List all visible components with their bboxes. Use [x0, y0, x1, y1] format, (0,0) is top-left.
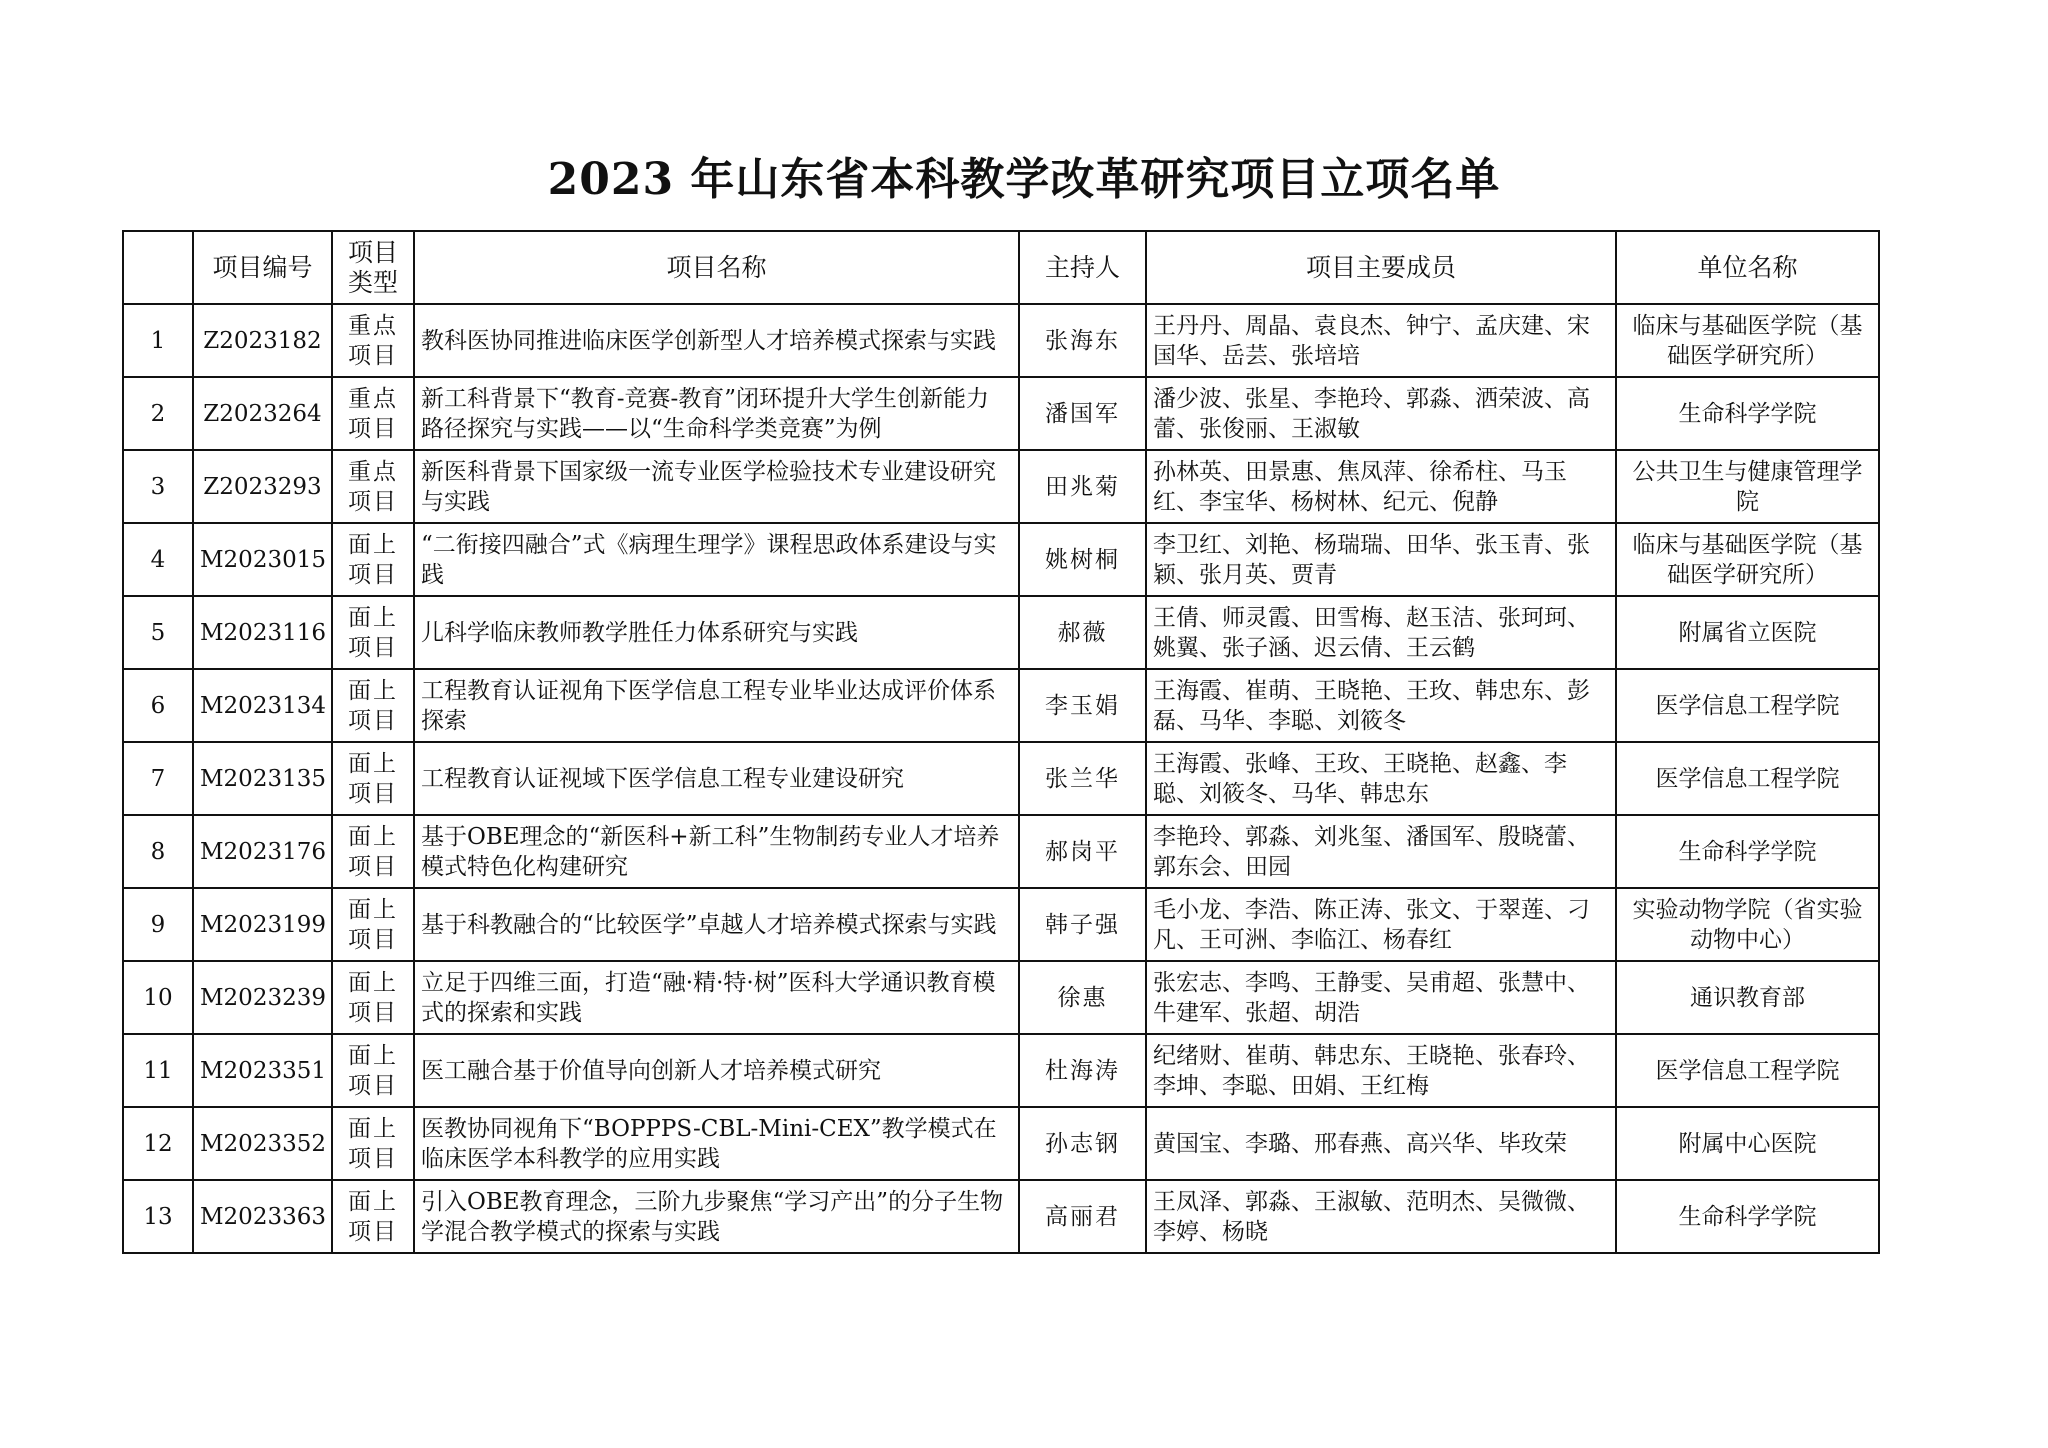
cell-project-name: 儿科学临床教师教学胜任力体系研究与实践 — [414, 596, 1019, 669]
type-line1: 面上 — [348, 677, 398, 704]
table-row — [123, 888, 1879, 961]
header-unit: 单位名称 — [1616, 231, 1879, 304]
cell-leader: 高丽君 — [1019, 1180, 1146, 1253]
type-line1: 重点 — [348, 312, 398, 339]
type-line1: 重点 — [348, 458, 398, 485]
type-line2: 项目 — [348, 561, 398, 588]
cell-unit: 医学信息工程学院 — [1616, 742, 1879, 815]
cell-unit: 生命科学学院 — [1616, 815, 1879, 888]
cell-project-code: M2023015 — [193, 523, 332, 596]
cell-project-code: M2023116 — [193, 596, 332, 669]
type-line1: 面上 — [348, 750, 398, 777]
cell-index: 2 — [123, 377, 193, 450]
cell-members: 孙林英、田景惠、焦凤萍、徐希柱、马玉红、李宝华、杨树林、纪元、倪静 — [1146, 450, 1616, 523]
cell-project-code: M2023351 — [193, 1034, 332, 1107]
cell-project-type — [332, 523, 414, 596]
cell-leader: 姚树桐 — [1019, 523, 1146, 596]
cell-project-code: Z2023293 — [193, 450, 332, 523]
type-line1: 面上 — [348, 531, 398, 558]
table-row — [123, 523, 1879, 596]
cell-project-type — [332, 669, 414, 742]
cell-index: 5 — [123, 596, 193, 669]
cell-project-code: M2023239 — [193, 961, 332, 1034]
cell-members: 王倩、师灵霞、田雪梅、赵玉洁、张珂珂、姚翼、张子涵、迟云倩、王云鹤 — [1146, 596, 1616, 669]
table-row — [123, 742, 1879, 815]
project-table — [122, 230, 1880, 1254]
document-title: 2023 年山东省本科教学改革研究项目立项名单 — [547, 154, 1501, 205]
cell-project-name: 新医科背景下国家级一流专业医学检验技术专业建设研究与实践 — [414, 450, 1019, 523]
cell-index: 10 — [123, 961, 193, 1034]
table-row — [123, 669, 1879, 742]
cell-leader: 张兰华 — [1019, 742, 1146, 815]
cell-unit: 实验动物学院（省实验动物中心） — [1616, 888, 1879, 961]
cell-leader: 徐惠 — [1019, 961, 1146, 1034]
type-line2: 项目 — [348, 780, 398, 807]
cell-project-code: M2023199 — [193, 888, 332, 961]
table-row — [123, 377, 1879, 450]
cell-project-name: 工程教育认证视角下医学信息工程专业毕业达成评价体系探索 — [414, 669, 1019, 742]
header-project-code: 项目编号 — [193, 231, 332, 304]
cell-unit: 附属中心医院 — [1616, 1107, 1879, 1180]
header-project-type-line1: 项目 — [347, 237, 398, 267]
cell-project-name: 工程教育认证视域下医学信息工程专业建设研究 — [414, 742, 1019, 815]
cell-project-type — [332, 1034, 414, 1107]
cell-project-name: 立足于四维三面，打造“融·精·特·树”医科大学通识教育模式的探索和实践 — [414, 961, 1019, 1034]
cell-unit: 附属省立医院 — [1616, 596, 1879, 669]
cell-leader: 李玉娟 — [1019, 669, 1146, 742]
cell-unit: 生命科学学院 — [1616, 1180, 1879, 1253]
cell-project-type — [332, 450, 414, 523]
cell-index: 13 — [123, 1180, 193, 1253]
cell-unit: 通识教育部 — [1616, 961, 1879, 1034]
cell-members: 李艳玲、郭淼、刘兆玺、潘国军、殷晓蕾、郭东会、田园 — [1146, 815, 1616, 888]
header-members: 项目主要成员 — [1146, 231, 1616, 304]
cell-project-type — [332, 377, 414, 450]
type-line2: 项目 — [348, 415, 398, 442]
type-line1: 面上 — [348, 896, 398, 923]
cell-unit: 临床与基础医学院（基础医学研究所） — [1616, 304, 1879, 377]
cell-project-code: M2023363 — [193, 1180, 332, 1253]
cell-unit: 医学信息工程学院 — [1616, 1034, 1879, 1107]
cell-index: 8 — [123, 815, 193, 888]
cell-project-type — [332, 1180, 414, 1253]
cell-leader: 韩子强 — [1019, 888, 1146, 961]
cell-project-code: Z2023182 — [193, 304, 332, 377]
cell-members: 王海霞、崔萌、王晓艳、王玫、韩忠东、彭磊、马华、李聪、刘筱冬 — [1146, 669, 1616, 742]
cell-index: 11 — [123, 1034, 193, 1107]
cell-project-name: “二衔接四融合”式《病理生理学》课程思政体系建设与实践 — [414, 523, 1019, 596]
cell-leader: 孙志钢 — [1019, 1107, 1146, 1180]
cell-project-code: M2023352 — [193, 1107, 332, 1180]
type-line2: 项目 — [348, 488, 398, 515]
cell-leader: 田兆菊 — [1019, 450, 1146, 523]
header-project-type — [332, 231, 414, 304]
cell-project-name: 基于OBE理念的“新医科+新工科”生物制药专业人才培养模式特色化构建研究 — [414, 815, 1019, 888]
cell-project-name: 教科医协同推进临床医学创新型人才培养模式探索与实践 — [414, 304, 1019, 377]
type-line1: 面上 — [348, 969, 398, 996]
table-row — [123, 304, 1879, 377]
cell-project-name: 医教协同视角下“BOPPPS-CBL-Mini-CEX”教学模式在临床医学本科教学的应用实践 — [414, 1107, 1019, 1180]
type-line1: 面上 — [348, 1042, 398, 1069]
cell-project-type — [332, 596, 414, 669]
type-line2: 项目 — [348, 853, 398, 880]
table-header-row — [123, 231, 1879, 304]
table-row — [123, 596, 1879, 669]
table-row — [123, 815, 1879, 888]
cell-leader: 潘国军 — [1019, 377, 1146, 450]
cell-members: 王海霞、张峰、王玫、王晓艳、赵鑫、李聪、刘筱冬、马华、韩忠东 — [1146, 742, 1616, 815]
cell-members: 黄国宝、李璐、邢春燕、高兴华、毕玫荣 — [1146, 1107, 1616, 1180]
cell-index: 9 — [123, 888, 193, 961]
type-line2: 项目 — [348, 1218, 398, 1245]
header-project-type-line2: 类型 — [347, 267, 398, 297]
cell-index: 6 — [123, 669, 193, 742]
cell-members: 毛小龙、李浩、陈正涛、张文、于翠莲、刁凡、王可洲、李临江、杨春红 — [1146, 888, 1616, 961]
cell-leader: 张海东 — [1019, 304, 1146, 377]
cell-members: 纪绪财、崔萌、韩忠东、王晓艳、张春玲、李坤、李聪、田娟、王红梅 — [1146, 1034, 1616, 1107]
type-line1: 面上 — [348, 1115, 398, 1142]
table-row — [123, 1107, 1879, 1180]
type-line1: 面上 — [348, 1188, 398, 1215]
cell-members: 潘少波、张星、李艳玲、郭淼、洒荣波、高蕾、张俊丽、王淑敏 — [1146, 377, 1616, 450]
cell-project-code: M2023134 — [193, 669, 332, 742]
cell-project-type — [332, 304, 414, 377]
cell-members: 王丹丹、周晶、袁良杰、钟宁、孟庆建、宋国华、岳芸、张培培 — [1146, 304, 1616, 377]
header-project-name: 项目名称 — [414, 231, 1019, 304]
type-line2: 项目 — [348, 634, 398, 661]
cell-index: 12 — [123, 1107, 193, 1180]
cell-project-type — [332, 742, 414, 815]
type-line2: 项目 — [348, 1145, 398, 1172]
type-line2: 项目 — [348, 707, 398, 734]
cell-project-code: Z2023264 — [193, 377, 332, 450]
type-line1: 面上 — [348, 604, 398, 631]
cell-project-type — [332, 961, 414, 1034]
cell-project-code: M2023176 — [193, 815, 332, 888]
cell-unit: 公共卫生与健康管理学院 — [1616, 450, 1879, 523]
type-line1: 重点 — [348, 385, 398, 412]
cell-index: 1 — [123, 304, 193, 377]
cell-members: 张宏志、李鸣、王静雯、吴甫超、张慧中、牛建军、张超、胡浩 — [1146, 961, 1616, 1034]
cell-unit: 医学信息工程学院 — [1616, 669, 1879, 742]
table-row — [123, 961, 1879, 1034]
cell-project-name: 引入OBE教育理念，三阶九步聚焦“学习产出”的分子生物学混合教学模式的探索与实践 — [414, 1180, 1019, 1253]
cell-leader: 郝岗平 — [1019, 815, 1146, 888]
table-row — [123, 1034, 1879, 1107]
cell-index: 3 — [123, 450, 193, 523]
cell-unit: 生命科学学院 — [1616, 377, 1879, 450]
table-row — [123, 450, 1879, 523]
cell-project-type — [332, 815, 414, 888]
cell-project-type — [332, 888, 414, 961]
cell-project-name: 新工科背景下“教育-竞赛-教育”闭环提升大学生创新能力路径探究与实践——以“生命科学类竞赛”为例 — [414, 377, 1019, 450]
cell-members: 王凤泽、郭淼、王淑敏、范明杰、吴微微、李婷、杨晓 — [1146, 1180, 1616, 1253]
type-line2: 项目 — [348, 342, 398, 369]
cell-project-type — [332, 1107, 414, 1180]
cell-leader: 杜海涛 — [1019, 1034, 1146, 1107]
cell-project-name: 医工融合基于价值导向创新人才培养模式研究 — [414, 1034, 1019, 1107]
header-leader: 主持人 — [1019, 231, 1146, 304]
cell-project-code: M2023135 — [193, 742, 332, 815]
type-line2: 项目 — [348, 926, 398, 953]
type-line2: 项目 — [348, 999, 398, 1026]
cell-index: 4 — [123, 523, 193, 596]
cell-project-name: 基于科教融合的“比较医学”卓越人才培养模式探索与实践 — [414, 888, 1019, 961]
table-row — [123, 1180, 1879, 1253]
header-index — [123, 231, 193, 304]
cell-leader: 郝薇 — [1019, 596, 1146, 669]
type-line2: 项目 — [348, 1072, 398, 1099]
cell-index: 7 — [123, 742, 193, 815]
type-line1: 面上 — [348, 823, 398, 850]
cell-unit: 临床与基础医学院（基础医学研究所） — [1616, 523, 1879, 596]
cell-members: 李卫红、刘艳、杨瑞瑞、田华、张玉青、张颖、张月英、贾青 — [1146, 523, 1616, 596]
